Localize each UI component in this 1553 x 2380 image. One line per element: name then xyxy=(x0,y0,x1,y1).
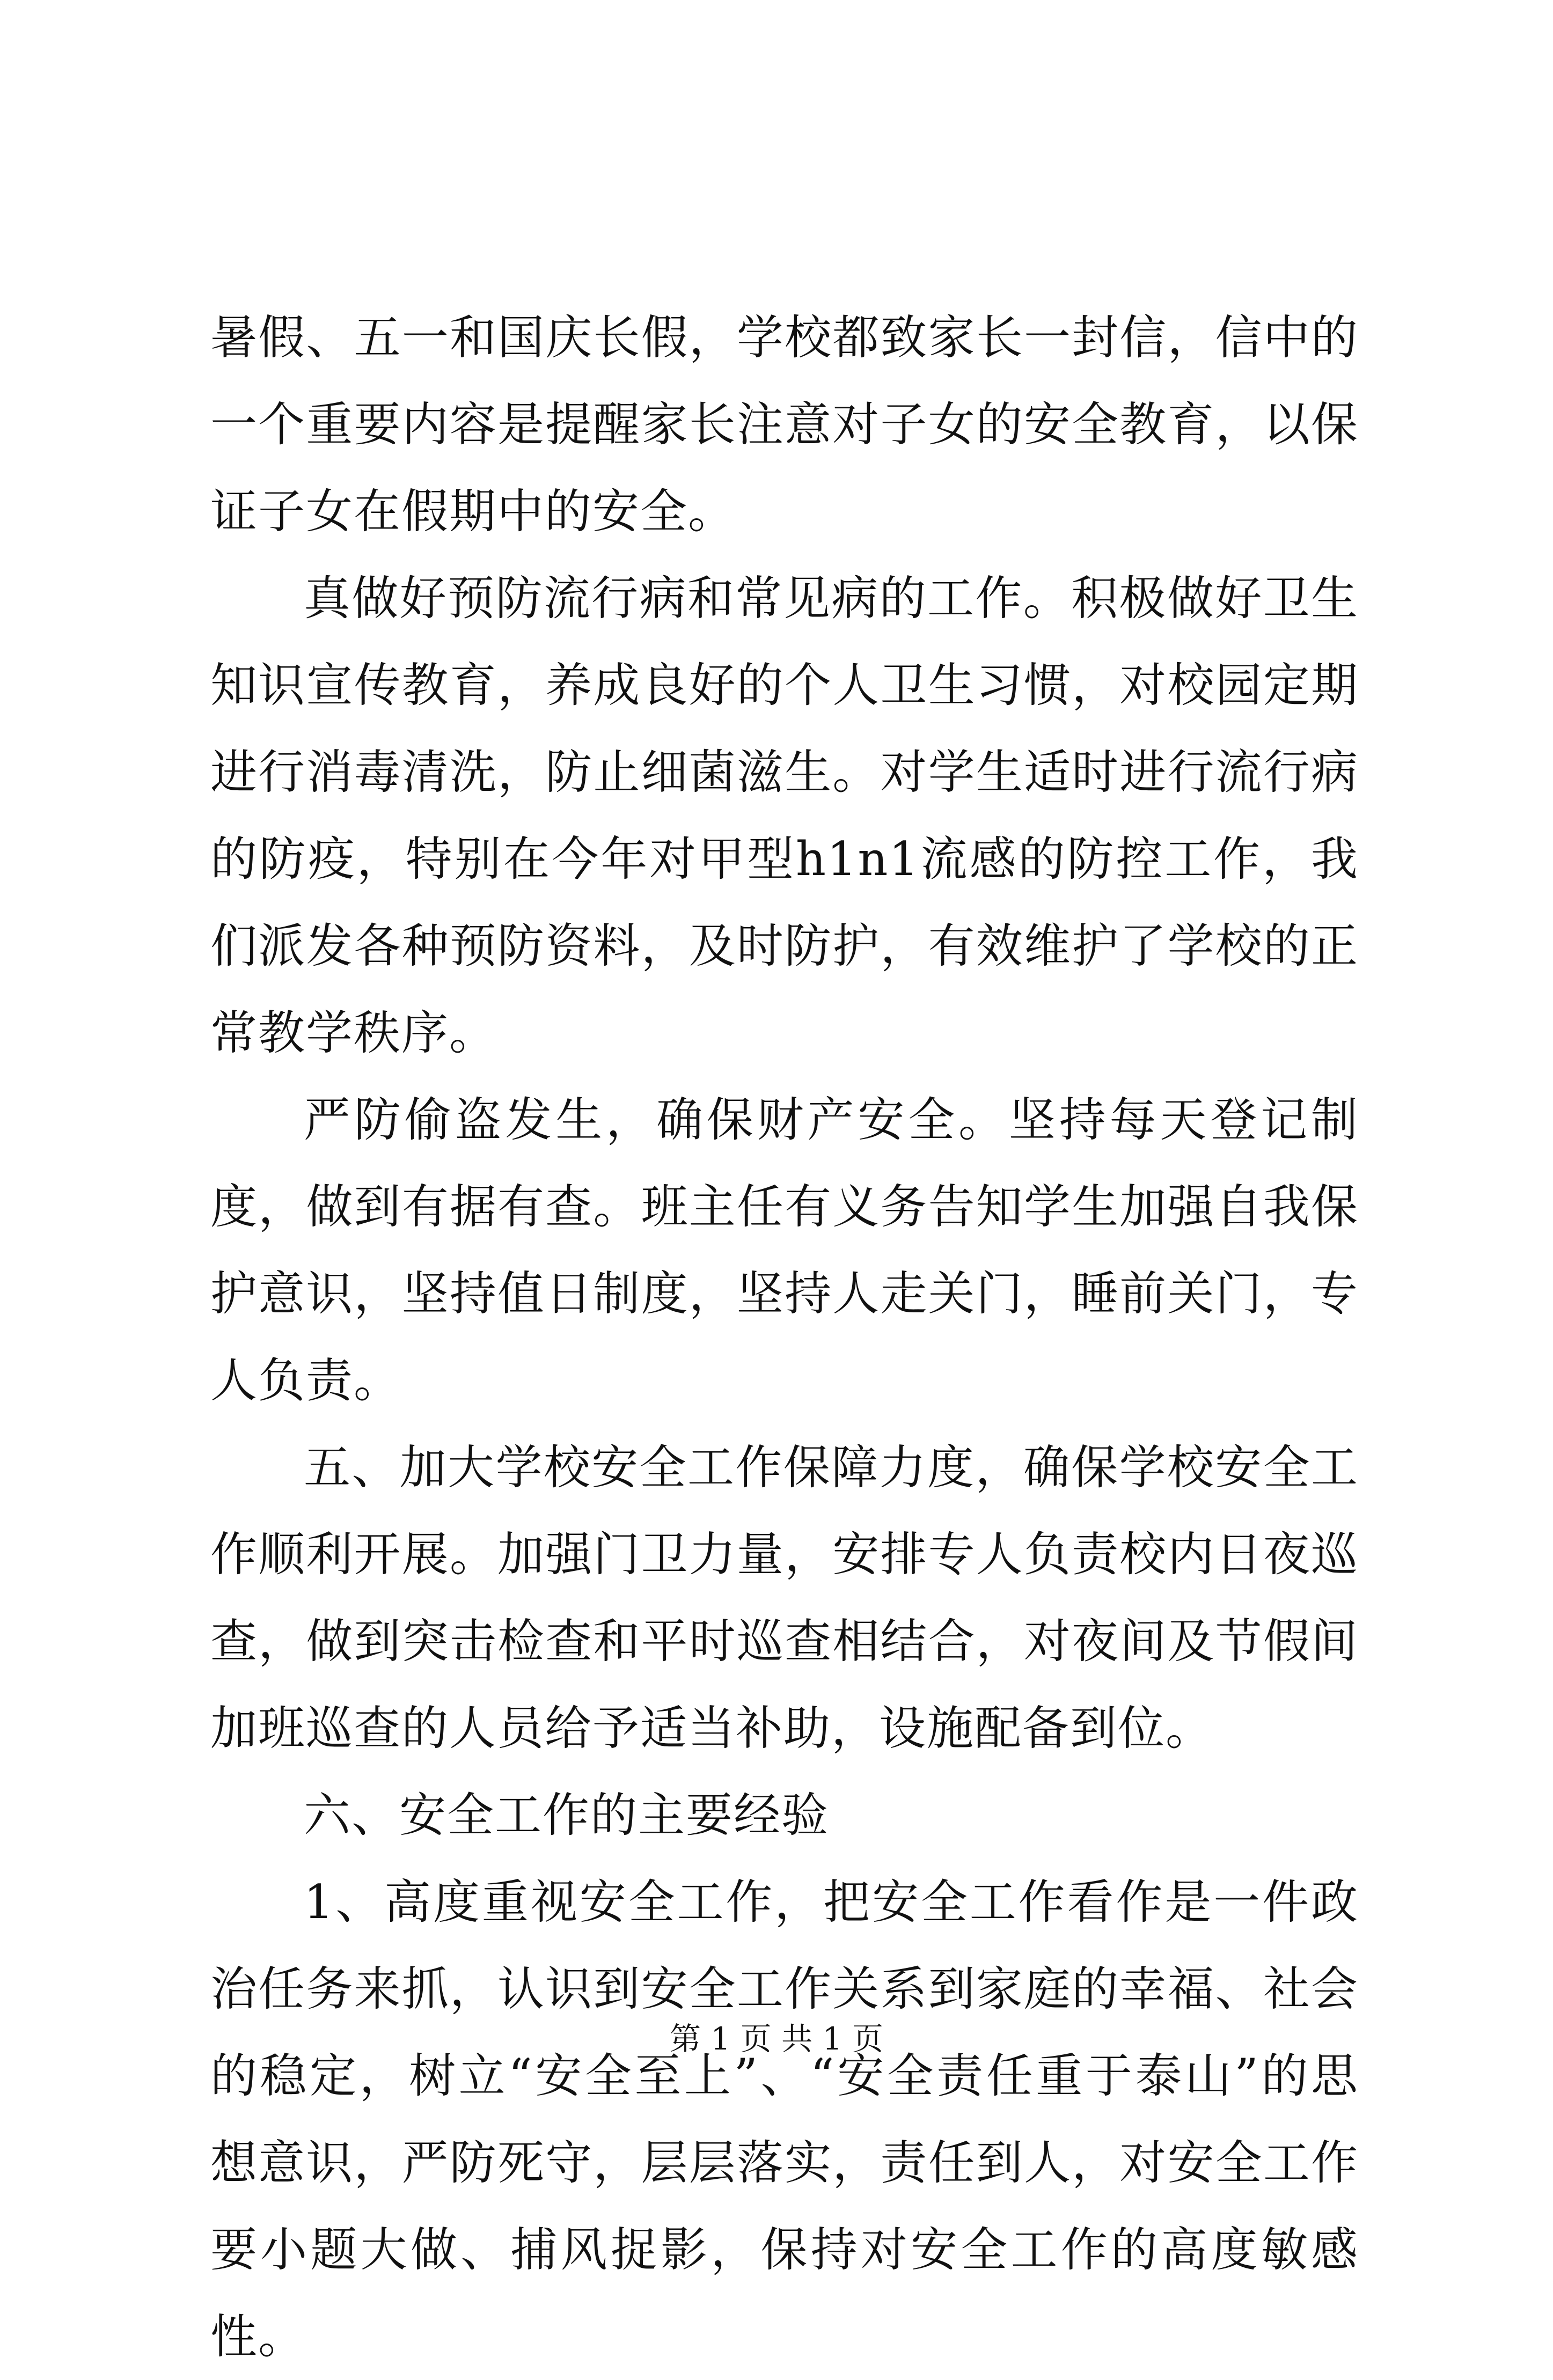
paragraph-continued-letter: 暑假、五一和国庆长假，学校都致家长一封信，信中的一个重要内容是提醒家长注意对子女的安全教育，以保证子女在假期中的安全。 xyxy=(210,310,1359,539)
document-body xyxy=(210,294,1359,2380)
paragraph-theft-prevention: 严防偷盗发生，确保财产安全。坚持每天登记制度，做到有据有查。班主任有义务告知学生加强自我保护意识，坚持值日制度，坚持人走关门，睡前关门，专人负责。 xyxy=(210,1092,1359,1408)
paragraph-disease-prevention: 真做好预防流行病和常见病的工作。积极做好卫生知识宣传教育，养成良好的个人卫生习惯，对校园定期进行消毒清洗，防止细菌滋生。对学生适时进行流行病的防疫，特别在今年对甲型h1n1流感的防控工作，我们派发各种预防资料，及时防护，有效维护了学校的正常教学秩序。 xyxy=(210,571,1359,1060)
heading-section-six: 六、安全工作的主要经验 xyxy=(304,1788,829,1842)
paragraph-experience-one: 1、高度重视安全工作，把安全工作看作是一件政治任务来抓，认识到安全工作关系到家庭的幸福、社会的稳定，树立“安全至上”、“安全责任重于泰山”的思想意识，严防死守，层层落实，责任到人，对安全工作要小题大做、捕风捉影，保持对安全工作的高度敏感性。 xyxy=(210,1875,1359,2364)
page-footer: 第 1 页 共 1 页 xyxy=(670,2021,883,2057)
paragraph-section-five: 五、加大学校安全工作保障力度，确保学校安全工作顺利开展。加强门卫力量，安排专人负责校内日夜巡查，做到突击检查和平时巡查相结合，对夜间及节假间加班巡查的人员给予适当补助，设施配备到位。 xyxy=(210,1440,1359,1755)
